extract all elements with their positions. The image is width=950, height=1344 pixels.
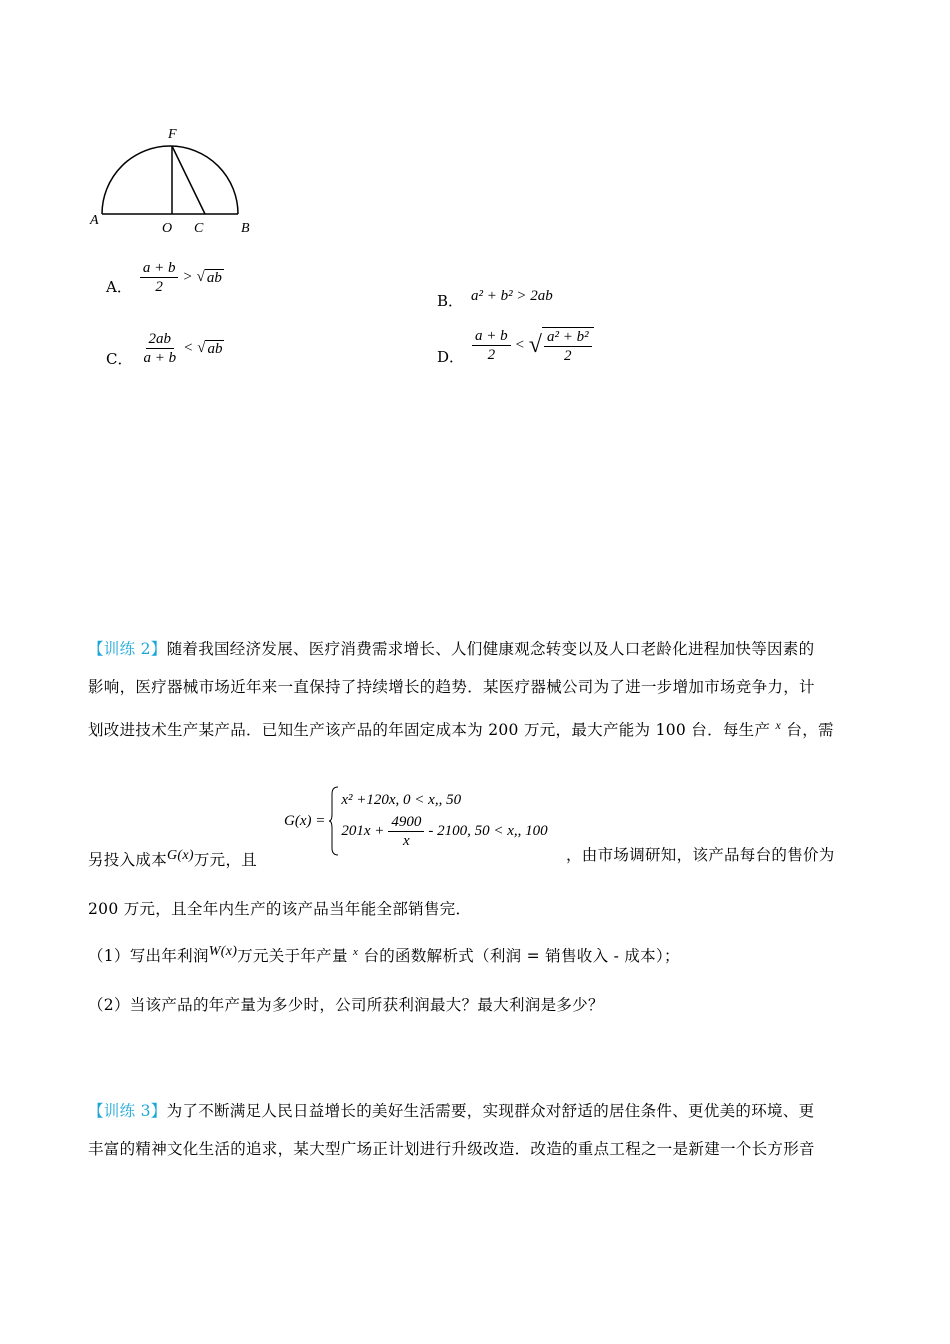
semicircle-figure [88, 120, 268, 240]
training3-line1: 【训练 3】为了不断满足人民日益增长的美好生活需要，实现群众对舒适的居住条件、更优美的环境、更 [88, 1102, 815, 1120]
question-1: （1）写出年利润$^{W(x)}$万元关于年产量 $^x$ 台的函数解析式（利润 = 销售收入 - 成本）； [88, 944, 680, 966]
point-label-a: A [90, 213, 99, 228]
training2-tag: 【训练 2】 [88, 640, 167, 658]
option-c-formula: $\frac{2ab}{a + b}$ < √ ab [143, 331, 223, 366]
training2-line4-left: 另投入成本$^{G(x)}$万元，且 [88, 848, 258, 870]
option-c[interactable] [106, 328, 224, 369]
training2-line1: 【训练 2】随着我国经济发展、医疗消费需求增长、人们健康观念转变以及人口老龄化进程加快等因素的 [88, 640, 815, 658]
option-c-label: C． [106, 350, 133, 368]
option-d-label: D． [437, 348, 465, 366]
piecewise-function: G(x) = x² +120x, 0 < x,, 50 201x + $\frac{4900}{x}$ - 2100, 50 < x,, 100 [284, 786, 548, 856]
question-2: （2）当该产品的年产量为多少时，公司所获利润最大？最大利润是多少？ [88, 996, 604, 1014]
point-label-f: F [168, 127, 177, 142]
option-d-formula: $\frac{a + b}{2}$ < √ $\frac{\text{a² + b²}}{2}$ [472, 327, 594, 365]
training3-line2: 丰富的精神文化生活的追求，某大型广场正计划进行升级改造．改造的重点工程之一是新建一个长方形音 [88, 1140, 815, 1158]
option-a[interactable] [106, 258, 224, 297]
training2-line2: 影响，医疗器械市场近年来一直保持了持续增长的趋势．某医疗器械公司为了进一步增加市场竞争力，计 [88, 678, 815, 696]
training3-tag: 【训练 3】 [88, 1102, 167, 1120]
point-label-o: O [162, 221, 173, 236]
option-b-formula: a² + b² > 2ab [471, 288, 553, 304]
training2-line4-right: ，由市场调研知，该产品每台的售价为 [566, 846, 835, 864]
point-label-c: C [194, 221, 204, 236]
brace-icon [329, 786, 339, 856]
option-d[interactable] [437, 324, 594, 367]
option-a-formula: $\frac{a + b}{2}$ > √ ab [140, 259, 224, 296]
option-b[interactable] [437, 282, 553, 311]
point-label-b: B [241, 221, 250, 236]
option-a-label: A． [106, 278, 132, 296]
training2-line3: 划改进技术生产某产品．已知生产该产品的年固定成本为 200 万元，最大产能为 100 台．每生产 $^x$ 台，需 [88, 718, 834, 740]
training2-line5: 200 万元，且全年内生产的该产品当年能全部销售完． [88, 900, 472, 918]
option-b-label: B． [437, 292, 464, 310]
